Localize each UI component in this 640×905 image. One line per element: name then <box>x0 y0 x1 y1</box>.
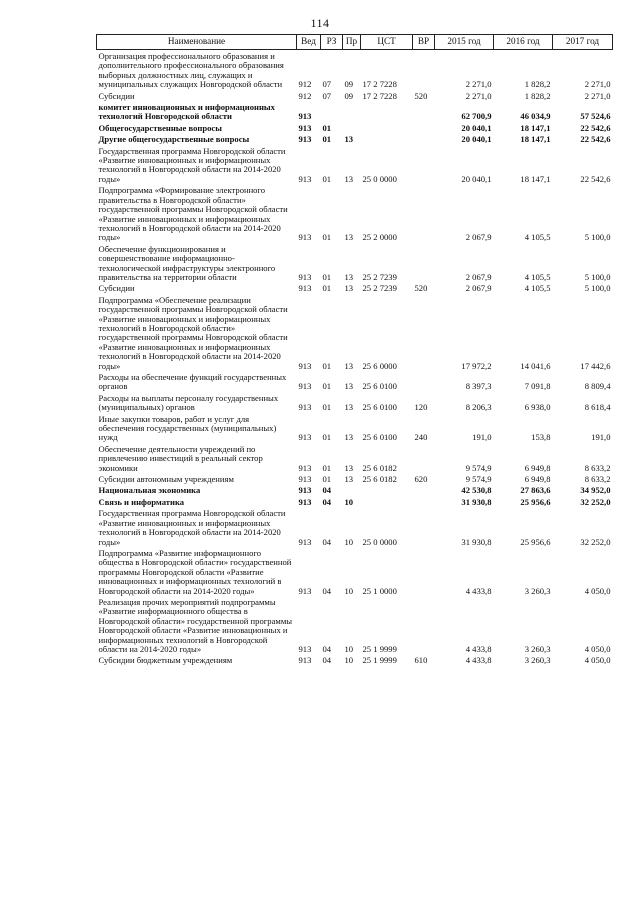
cell-2015: 2 271,0 <box>465 79 492 90</box>
cell-name: Общегосударственные вопросы <box>98 122 222 133</box>
cell-ved: 913 <box>298 536 312 547</box>
cell-2017: 5 100,0 <box>584 232 611 243</box>
cell-2015: 2 271,0 <box>465 90 492 101</box>
cell-2016: 4 105,5 <box>524 271 551 282</box>
cell-2015: 20 040,1 <box>461 122 492 133</box>
table-row <box>97 392 613 413</box>
cell-rz: 07 <box>322 90 332 101</box>
cell-rz: 01 <box>322 173 332 184</box>
cell-2017: 5 100,0 <box>584 283 611 294</box>
cell-cst: 25 2 0000 <box>362 232 397 243</box>
cell-rz: 01 <box>322 462 332 473</box>
cell-2016: 6 949,8 <box>524 462 551 473</box>
cell-2016: 1 828,2 <box>524 79 551 90</box>
cell-rz: 01 <box>322 474 332 485</box>
cell-2015: 8 206,3 <box>465 402 492 413</box>
cell-cst <box>361 101 413 122</box>
cell-pr: 13 <box>344 360 354 371</box>
cell-cst: 25 6 0182 <box>362 474 397 485</box>
cell-cst: 25 1 0000 <box>362 585 397 596</box>
cell-2017: 2 271,0 <box>584 90 611 101</box>
cell-2015: 62 700,9 <box>461 111 492 122</box>
cell-ved: 913 <box>298 111 312 122</box>
cell-2015: 20 040,1 <box>461 173 492 184</box>
table-row <box>97 443 613 473</box>
cell-name: Субсидии бюджетным учреждениям <box>98 655 233 666</box>
cell-pr: 13 <box>344 381 354 392</box>
cell-pr: 13 <box>344 232 354 243</box>
cell-cst: 25 0 0000 <box>362 536 397 547</box>
cell-name: Иные закупки товаров, работ и услуг для обеспечения государственных (муниципальных) нужд <box>98 413 277 443</box>
header-row <box>97 35 613 50</box>
cell-2016: 4 105,5 <box>524 283 551 294</box>
header-ved: Вед <box>297 35 321 50</box>
cell-cst: 25 6 0100 <box>362 381 397 392</box>
cell-2016: 153,8 <box>531 432 551 443</box>
cell-vr <box>413 243 435 283</box>
cell-rz: 07 <box>322 79 332 90</box>
cell-2016: 4 105,5 <box>524 232 551 243</box>
cell-name: Национальная экономика <box>98 485 201 496</box>
cell-vr <box>413 547 435 596</box>
cell-vr: 120 <box>414 402 428 413</box>
cell-2015: 4 433,8 <box>465 643 492 654</box>
cell-ved: 913 <box>298 655 312 666</box>
cell-vr <box>413 294 435 371</box>
cell-cst <box>361 496 413 507</box>
cell-pr: 13 <box>344 462 354 473</box>
cell-name: Подпрограмма «Формирование электронного правительства в Новгородской области» государственной программы Новгородской области «Развитие инновационных и информационных технологий в Новгородской области на 2014-2020 годы» <box>98 185 288 243</box>
cell-vr <box>413 596 435 654</box>
table-body <box>97 50 613 666</box>
cell-name: Государственная программа Новгородской области «Развитие инновационных и информационных технологий в Новгородской области на 2014-2020 годы» <box>98 508 286 547</box>
cell-pr <box>343 101 361 122</box>
cell-pr: 13 <box>344 283 354 294</box>
cell-2015: 20 040,1 <box>461 134 492 145</box>
cell-pr: 13 <box>344 271 354 282</box>
cell-2016: 25 956,6 <box>520 496 551 507</box>
cell-cst: 25 6 0000 <box>362 360 397 371</box>
cell-name: Другие общегосударственные вопросы <box>98 134 250 145</box>
cell-name: Подпрограмма «Обеспечение реализации государственной программы Новгородской области «Развитие инновационных и информационных технологий в Новгородской области» государственной программы Новгородской области «Развитие инновационных и информационных технологий в Новгородской области на 2014-2020 годы» <box>98 294 288 371</box>
header-2016: 2016 год <box>494 35 553 50</box>
cell-pr: 10 <box>344 585 354 596</box>
table-row <box>97 473 613 484</box>
cell-pr: 13 <box>344 134 354 145</box>
cell-2017: 32 252,0 <box>580 496 611 507</box>
cell-rz: 04 <box>322 643 332 654</box>
cell-2015: 2 067,9 <box>465 232 492 243</box>
cell-2017: 17 442,6 <box>580 360 611 371</box>
cell-2016: 6 938,0 <box>524 402 551 413</box>
cell-pr: 09 <box>344 79 354 90</box>
header-name: Наименование <box>97 35 297 50</box>
cell-name: комитет инновационных и информационных технологий Новгородской области <box>98 102 275 122</box>
cell-2016: 18 147,1 <box>520 134 551 145</box>
cell-2017: 5 100,0 <box>584 271 611 282</box>
cell-2017: 8 618,4 <box>584 402 611 413</box>
cell-2015: 191,0 <box>472 432 492 443</box>
cell-vr <box>413 371 435 392</box>
table-row <box>97 496 613 507</box>
cell-cst: 25 6 0182 <box>362 462 397 473</box>
header-vr: ВР <box>413 35 435 50</box>
cell-2017: 22 542,6 <box>580 173 611 184</box>
table-row <box>97 547 613 596</box>
cell-ved: 913 <box>298 462 312 473</box>
cell-cst: 25 6 0100 <box>362 432 397 443</box>
header-2015: 2015 год <box>435 35 494 50</box>
cell-2015: 8 397,3 <box>465 381 492 392</box>
cell-name: Субсидии автономным учреждениям <box>98 474 234 485</box>
cell-ved: 913 <box>298 402 312 413</box>
table-row <box>97 90 613 101</box>
cell-pr: 10 <box>344 643 354 654</box>
cell-2015: 2 067,9 <box>465 283 492 294</box>
cell-vr <box>413 133 435 144</box>
cell-2016: 3 260,3 <box>524 585 551 596</box>
cell-pr: 10 <box>344 655 354 666</box>
cell-vr: 520 <box>414 283 428 294</box>
header-pr: Пр <box>343 35 361 50</box>
cell-2017: 4 050,0 <box>584 643 611 654</box>
cell-ved: 913 <box>298 173 312 184</box>
cell-2017: 22 542,6 <box>580 122 611 133</box>
cell-vr <box>413 484 435 495</box>
header-cst: ЦСТ <box>361 35 413 50</box>
cell-2015: 31 930,8 <box>461 496 492 507</box>
cell-2015: 42 530,8 <box>461 485 492 496</box>
cell-pr <box>343 484 361 495</box>
cell-cst: 17 2 7228 <box>362 90 397 101</box>
cell-2015: 17 972,2 <box>461 360 492 371</box>
cell-cst: 25 0 0000 <box>362 173 397 184</box>
cell-cst <box>361 484 413 495</box>
cell-cst <box>361 122 413 133</box>
cell-2016: 7 091,8 <box>524 381 551 392</box>
cell-rz: 01 <box>322 381 332 392</box>
table-row <box>97 484 613 495</box>
cell-2016: 14 041,6 <box>520 360 551 371</box>
cell-rz <box>321 101 343 122</box>
cell-2016: 18 147,1 <box>520 173 551 184</box>
table-row <box>97 596 613 654</box>
cell-2017: 4 050,0 <box>584 655 611 666</box>
table-row <box>97 50 613 90</box>
cell-rz: 01 <box>322 271 332 282</box>
cell-vr: 610 <box>414 655 428 666</box>
cell-rz: 04 <box>322 536 332 547</box>
cell-2015: 9 574,9 <box>465 474 492 485</box>
cell-vr <box>413 496 435 507</box>
cell-2015: 4 433,8 <box>465 655 492 666</box>
table-row <box>97 294 613 371</box>
cell-2016: 1 828,2 <box>524 90 551 101</box>
cell-pr: 09 <box>344 90 354 101</box>
cell-vr <box>413 50 435 90</box>
cell-ved: 913 <box>298 485 312 496</box>
cell-name: Обеспечение деятельности учреждений по привлечению инвестиций в реальный сектор экономики <box>98 443 263 473</box>
cell-vr: 240 <box>414 432 428 443</box>
cell-cst: 25 6 0100 <box>362 402 397 413</box>
cell-ved: 913 <box>298 496 312 507</box>
page-number: 114 <box>310 16 330 30</box>
cell-2017: 34 952,0 <box>580 485 611 496</box>
cell-2016: 3 260,3 <box>524 655 551 666</box>
cell-2016: 6 949,8 <box>524 474 551 485</box>
cell-rz: 01 <box>322 402 332 413</box>
table-row <box>97 371 613 392</box>
cell-ved: 912 <box>298 90 312 101</box>
cell-ved: 913 <box>298 585 312 596</box>
budget-table <box>96 34 613 666</box>
cell-name: Обеспечение функционирования и совершенствование информационно-технологической инфраструктуры электронного правительства на территории области <box>98 243 276 282</box>
cell-pr: 10 <box>344 536 354 547</box>
cell-rz: 01 <box>322 232 332 243</box>
table-header <box>97 35 613 50</box>
cell-ved: 913 <box>298 283 312 294</box>
cell-name: Расходы на выплаты персоналу государственных (муниципальных) органов <box>98 392 279 413</box>
cell-name: Расходы на обеспечение функций государственных органов <box>98 372 287 392</box>
header-rz: РЗ <box>321 35 343 50</box>
cell-ved: 913 <box>298 381 312 392</box>
cell-2017: 8 809,4 <box>584 381 611 392</box>
cell-2017: 8 633,2 <box>584 474 611 485</box>
cell-ved: 913 <box>298 122 312 133</box>
cell-2017: 32 252,0 <box>580 536 611 547</box>
cell-2015: 9 574,9 <box>465 462 492 473</box>
cell-rz: 04 <box>322 655 332 666</box>
table-row <box>97 122 613 133</box>
cell-vr <box>413 443 435 473</box>
cell-ved: 913 <box>298 432 312 443</box>
cell-vr <box>413 184 435 242</box>
table-row <box>97 654 613 665</box>
cell-cst: 25 2 7239 <box>362 271 397 282</box>
cell-2016: 46 034,9 <box>520 111 551 122</box>
table-row <box>97 507 613 547</box>
cell-ved: 913 <box>298 134 312 145</box>
cell-rz: 01 <box>322 360 332 371</box>
cell-name: Реализация прочих мероприятий подпрограммы «Развитие информационного общества в Новгородской области» государственной программы Новгородской области «Развитие инновационных и информационных технологий в Новгородской области на 2014-2020 годы» <box>98 596 293 654</box>
cell-cst: 25 1 9999 <box>362 643 397 654</box>
cell-ved: 912 <box>298 79 312 90</box>
cell-name: Подпрограмма «Развитие информационного общества в Новгородской области» государственной программы Новгородской области «Развитие инновационных и информационных технологий в Новгородской области на 2014-2020 годы» <box>98 547 292 596</box>
table-row <box>97 282 613 293</box>
cell-2017: 191,0 <box>591 432 611 443</box>
cell-ved: 913 <box>298 474 312 485</box>
cell-vr: 620 <box>414 474 428 485</box>
table-row <box>97 133 613 144</box>
cell-rz: 01 <box>322 134 332 145</box>
cell-vr <box>413 122 435 133</box>
cell-cst <box>361 133 413 144</box>
cell-2017: 57 524,6 <box>580 111 611 122</box>
cell-rz: 04 <box>322 496 332 507</box>
cell-2015: 4 433,8 <box>465 585 492 596</box>
cell-ved: 913 <box>298 232 312 243</box>
cell-2017: 22 542,6 <box>580 134 611 145</box>
cell-rz: 01 <box>322 283 332 294</box>
cell-ved: 913 <box>298 271 312 282</box>
table-row <box>97 243 613 283</box>
cell-rz: 04 <box>322 585 332 596</box>
cell-2017: 8 633,2 <box>584 462 611 473</box>
cell-name: Субсидии <box>98 283 135 294</box>
cell-pr: 13 <box>344 432 354 443</box>
cell-rz: 04 <box>322 485 332 496</box>
cell-vr <box>413 145 435 185</box>
table-row <box>97 184 613 242</box>
cell-rz: 01 <box>322 122 332 133</box>
cell-name: Субсидии <box>98 90 135 101</box>
cell-cst: 17 2 7228 <box>362 79 397 90</box>
cell-pr: 10 <box>344 496 354 507</box>
cell-2015: 2 067,9 <box>465 271 492 282</box>
cell-name: Организация профессионального образования и дополнительного профессионального образования выборных должностных лиц, служащих и муниципальных служащих Новгородской области <box>98 51 284 90</box>
table-row <box>97 145 613 185</box>
cell-2015: 31 930,8 <box>461 536 492 547</box>
cell-2016: 25 956,6 <box>520 536 551 547</box>
cell-pr: 13 <box>344 173 354 184</box>
cell-rz: 01 <box>322 432 332 443</box>
cell-2017: 2 271,0 <box>584 79 611 90</box>
cell-vr: 520 <box>414 90 428 101</box>
cell-vr <box>413 507 435 547</box>
cell-name: Государственная программа Новгородской области «Развитие инновационных и информационных технологий в Новгородской области на 2014-2020 годы» <box>98 145 286 184</box>
cell-pr: 13 <box>344 474 354 485</box>
cell-cst: 25 2 7239 <box>362 283 397 294</box>
cell-pr <box>343 122 361 133</box>
cell-cst: 25 1 9999 <box>362 655 397 666</box>
cell-2016: 18 147,1 <box>520 122 551 133</box>
cell-vr <box>413 101 435 122</box>
table-row <box>97 413 613 443</box>
cell-2017: 4 050,0 <box>584 585 611 596</box>
cell-ved: 913 <box>298 360 312 371</box>
cell-name: Связь и информатика <box>98 496 185 507</box>
header-2017: 2017 год <box>553 35 613 50</box>
cell-pr: 13 <box>344 402 354 413</box>
cell-ved: 913 <box>298 643 312 654</box>
table-row <box>97 101 613 122</box>
cell-2016: 27 863,6 <box>520 485 551 496</box>
cell-2016: 3 260,3 <box>524 643 551 654</box>
